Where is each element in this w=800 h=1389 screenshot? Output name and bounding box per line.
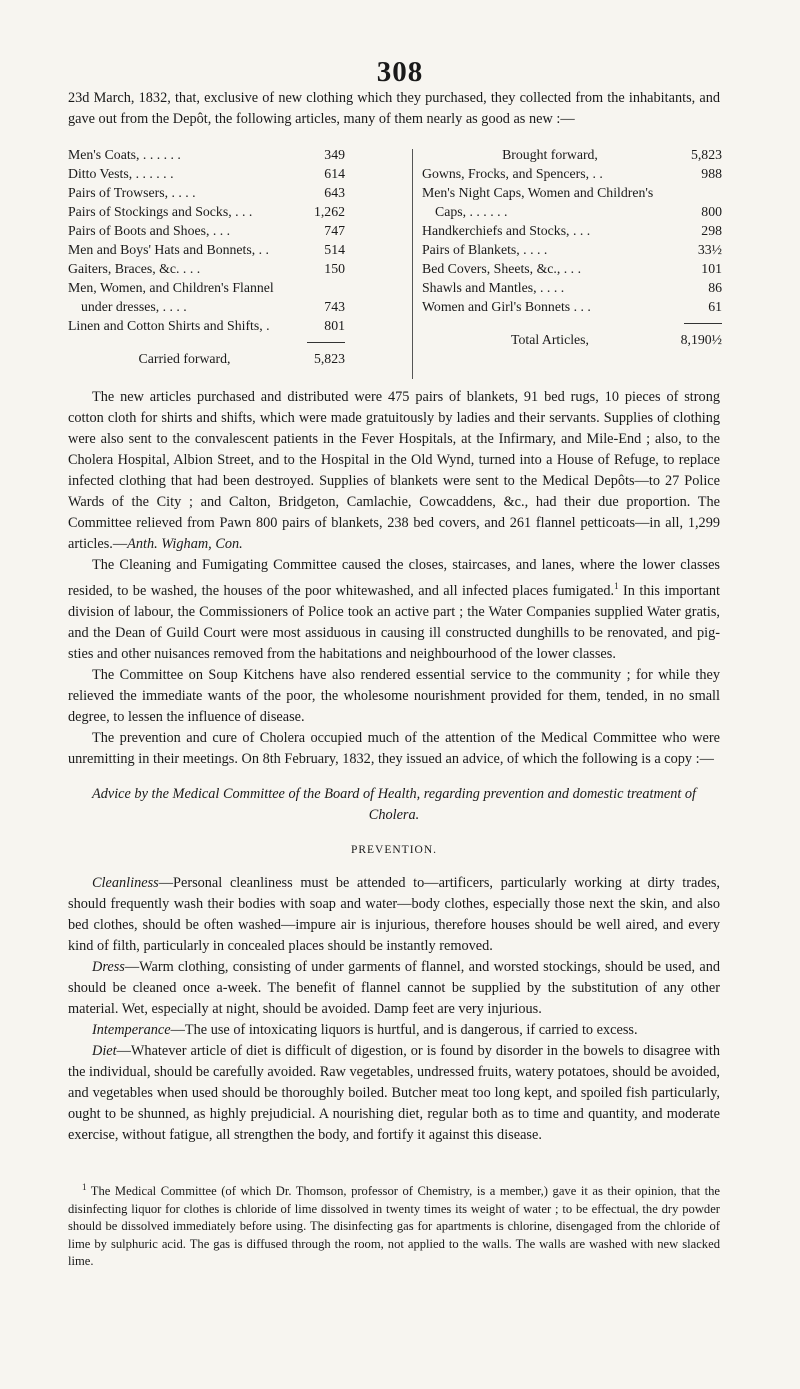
table-row (422, 164, 722, 183)
item-value: 801 (324, 318, 345, 333)
paragraph-text: In this important division of labour, the Commissioners of Police took an active part ; the Water Companies supplied Water gratis, and the Dean of Guild Court were most assiduous in causing ill constructed dunghills to be renovated, and pig-sties and other nuisances removed from the habitations and neighbourhood of the lower classes. (68, 582, 720, 662)
carried-forward-value: 5,823 (313, 351, 345, 366)
section-paragraph (68, 1020, 720, 1041)
item-label: Gaiters, Braces, &c. . . . (68, 261, 201, 276)
table-row (422, 278, 722, 297)
table-row (68, 240, 345, 259)
sum-rule (68, 335, 345, 349)
item-value: 1,262 (313, 204, 345, 219)
table-row (422, 221, 722, 240)
table-row (68, 221, 345, 240)
footnote-ref: 1 (614, 581, 619, 591)
sum-rule (422, 316, 722, 330)
item-value: 800 (701, 204, 722, 219)
table-row (422, 297, 722, 316)
item-label: Ditto Vests, . . . . . . (68, 166, 174, 181)
paragraph: The prevention and cure of Cholera occupied much of the attention of the Medical Committee who were unremitting in their meetings. On 8th February, 1832, they issued an advice, of which the following is a copy :— (68, 729, 720, 767)
section-term: Diet (92, 1042, 117, 1059)
signature: Anth. Wigham, Con. (127, 536, 243, 552)
left-table (68, 145, 345, 368)
paragraph: The Committee on Soup Kitchens have also rendered essential service to the community ; for while they relieved the immediate wants of the poor, the wholesome nourishment provided for them, tended, in no small degree, to lessen the influence of disease. (68, 666, 720, 725)
table-row (68, 164, 345, 183)
paragraph-text: The new articles purchased and distributed were 475 pairs of blankets, 91 bed rugs, 10 pieces of strong cotton cloth for shirts and shifts, which were made gratuitously by ladies and their servants. Supplies of clothing were also sent to the convalescent patients in the Fever Hospitals, at the Infirmary, and Mile-End ; also, to the Cholera Hospital, Albion Street, and to the Hospital in the Old Wynd, turned into a House of Refuge, to replace infected clothing that had been destroyed. Supplies of blankets were sent to the Medical Depôts—to 27 Police Wards of the City ; and Calton, Bridgeton, Camlachie, Cowcaddens, &c., had their due proportion. The Committee relieved from Pawn 800 pairs of blankets, 238 bed covers, and 261 flannel petticoats—in all, 1,299 articles.— (68, 389, 720, 552)
section-paragraph (68, 873, 720, 957)
section-paragraph (68, 957, 720, 1020)
item-value: 150 (324, 261, 345, 276)
page-number: 308 (376, 56, 424, 88)
table-row (68, 202, 345, 221)
item-value: 747 (324, 223, 345, 238)
item-label: Bed Covers, Sheets, &c., . . . (422, 261, 582, 276)
table-row (422, 259, 722, 278)
item-label: Men, Women, and Children's Flannel (68, 280, 274, 295)
table-row (68, 145, 345, 164)
footnote-text: The Medical Committee (of which Dr. Thomson, professor of Chemistry, is a member,) gave it as their opinion, that the disinfecting liquor for clothes is chloride of lime dissolved in twenty times its weight of water ; to be effectual, the dry powder should be dissolved immediately before using. The disinfecting gas for apartments is chlorine, disengaged from the chloride of lime by sulphuric acid. The gas is diffused through the room, not applied to the walls. The walls are washed with new slacked lime. (68, 1184, 720, 1269)
item-value: 298 (701, 223, 722, 238)
table-row (422, 240, 722, 259)
section-text: —Warm clothing, consisting of under garments of flannel, and worsted stockings, should be used, and should be cleaned once a-week. The benefit of flannel cannot be supplied by the substitution of any other material. Wet, especially at night, should be avoided. Damp feet are very injurious. (68, 958, 720, 1017)
paragraph (68, 555, 720, 665)
item-label: Women and Girl's Bonnets . . . (422, 299, 591, 314)
paragraph (68, 387, 720, 555)
item-label: Pairs of Blankets, . . . . (422, 242, 548, 257)
section-text: —Personal cleanliness must be attended to—artificers, particularly working at dirty trades, should frequently wash their bodies with soap and water—body clothes, especially those next the skin, and also bed clothes, should be often washed—impure air is injurious, therefore houses should be well aired, and every kind of filth, particularly in concealed places should be instantly removed. (68, 874, 720, 954)
item-label: Men and Boys' Hats and Bonnets, . . (68, 242, 269, 257)
column-divider (412, 149, 413, 379)
paragraph-text: The Cleaning and Fumigating Committee caused the closes, staircases, and lanes, where the lower classes resided, to be washed, the houses of the poor whitewashed, and all infected places fumigated. (68, 557, 720, 599)
section-term: Intemperance (92, 1021, 171, 1038)
item-label-continued: under dresses, . . . . (81, 299, 187, 314)
item-label: Handkerchiefs and Stocks, . . . (422, 223, 591, 238)
item-label: Gowns, Frocks, and Spencers, . . (422, 166, 603, 181)
brought-forward-row (422, 145, 722, 164)
item-value: 86 (708, 280, 722, 295)
item-label: Men's Coats, . . . . . . (68, 147, 181, 162)
table-row (68, 278, 345, 316)
table-row (68, 316, 345, 335)
item-value: 514 (324, 242, 345, 257)
item-label: Shawls and Mantles, . . . . (422, 280, 565, 295)
prevention-heading: PREVENTION. (350, 843, 438, 856)
item-label: Pairs of Boots and Shoes, . . . (68, 223, 231, 238)
footnote (68, 1179, 720, 1271)
advice-heading: Advice by the Medical Committee of the Board of Health, regarding prevention and domestic treatment of Cholera. (91, 785, 697, 823)
table-row (68, 183, 345, 202)
table-row (422, 183, 722, 221)
section-text: —The use of intoxicating liquors is hurtful, and is dangerous, if carried to excess. (170, 1021, 638, 1038)
brought-forward-label: Brought forward, (502, 147, 598, 162)
item-value: 643 (324, 185, 345, 200)
intro-paragraph: 23d March, 1832, that, exclusive of new clothing which they purchased, they collected from the inhabitants, and gave out from the Depôt, the following articles, many of them nearly as good as new :— (68, 90, 720, 127)
right-table (422, 145, 722, 349)
brought-forward-value: 5,823 (690, 147, 722, 162)
section-term: Cleanliness (92, 874, 159, 891)
section-paragraph (68, 1041, 720, 1146)
main-text (68, 387, 720, 1146)
item-label: Pairs of Trowsers, . . . . (68, 185, 196, 200)
item-value: 614 (324, 166, 345, 181)
item-value: 61 (708, 299, 722, 314)
item-label-continued: Caps, . . . . . . (435, 204, 508, 219)
item-label: Pairs of Stockings and Socks, . . . (68, 204, 253, 219)
carried-forward-label: Carried forward, (138, 351, 231, 366)
footnote-mark: 1 (82, 1182, 87, 1192)
section-term: Dress (92, 958, 125, 975)
item-value: 33½ (697, 242, 722, 257)
total-value: 8,190½ (680, 332, 722, 347)
total-label: Total Articles, (511, 332, 589, 347)
table-row (68, 259, 345, 278)
carried-forward-row (68, 349, 345, 368)
item-value: 101 (701, 261, 722, 276)
item-label: Linen and Cotton Shirts and Shifts, . (68, 318, 270, 333)
item-value: 743 (324, 299, 345, 314)
section-text: —Whatever article of diet is difficult of digestion, or is found by disorder in the bowels to disagree with the individual, should be carefully avoided. Raw vegetables, undressed fruits, watery potatoes, should be avoided, and vegetables when used should be thoroughly boiled. Butcher meat too long kept, and spoiled fish particularly, ought to be shunned, as highly prejudicial. A nourishing diet, regular both as to time and quantity, and moderate exercise, without fatigue, all strengthen the body, and fortify it against this disease. (68, 1042, 720, 1143)
item-label: Men's Night Caps, Women and Children's (422, 185, 654, 200)
total-row (422, 330, 722, 349)
item-value: 349 (324, 147, 345, 162)
item-value: 988 (701, 166, 722, 181)
